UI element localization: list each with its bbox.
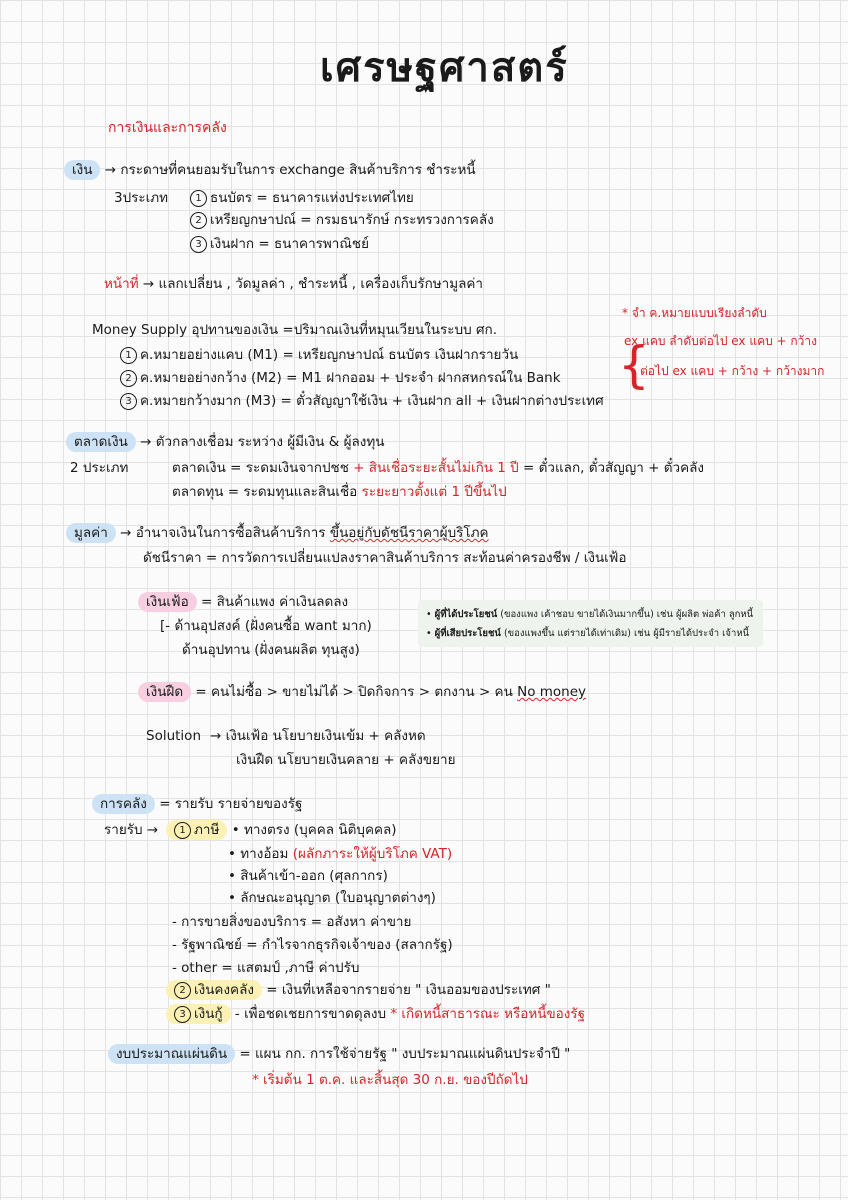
fiscal-row	[92, 796, 302, 812]
income-label: รายรับ →	[104, 822, 159, 838]
value-row	[66, 525, 489, 541]
duty-text: → แลกเปลี่ยน , วัดมูลค่า , ชำระหนี้ , เครื่องเก็บรักษามูลค่า	[142, 276, 484, 292]
number-marker: 1	[174, 822, 191, 839]
value-definition: → อำนาจเงินในการซื้อสินค้าบริการ	[120, 525, 326, 541]
note-loss-label: ผู้ที่เสียประโยชน์	[434, 628, 501, 639]
money-type-text: เงินฝาก = ธนาคารพาณิชย์	[210, 236, 369, 252]
money-type-text: เหรียญกษาปณ์ = กรมธนารักษ์ กระทรวงการคลัง	[210, 212, 494, 228]
number-marker: 2	[190, 212, 207, 229]
budget-row	[108, 1046, 570, 1062]
note-gain-text: (ของแพง เค้าชอบ ขายได้เงินมากขึ้น) เช่น ผู้ผลิต พ่อค้า ลูกหนี้	[500, 609, 754, 620]
side-note-line-3: ต่อไป ex แคบ + กว้าง + กว้างมาก	[640, 364, 825, 378]
other-income-2: - รัฐพาณิชย์ = กำไรจากธุรกิจเจ้าของ (สลากรัฐ)	[172, 937, 453, 953]
tax-license: • ลักษณะอนุญาต (ใบอนุญาตต่างๆ)	[228, 890, 436, 906]
loan-label-highlight	[166, 1004, 231, 1024]
money-definition: → กระดาษที่คนยอมรับในการ exchange สินค้าบริการ ชำระหนี้	[104, 162, 476, 178]
market-money-tail: = ตั๋วแลก, ตั๋วสัญญา + ตั๋วคลัง	[523, 460, 705, 476]
money-type-text: ธนบัตร = ธนาคารแห่งประเทศไทย	[210, 190, 414, 206]
other-income-1: - การขายสิ่งของบริการ = อสังหา ค่าขาย	[172, 914, 412, 930]
market-row	[66, 434, 384, 450]
fiscal-label: การคลัง	[92, 794, 155, 814]
side-note-line-1: * จำ ค.หมายแบบเรียงลำดับ	[622, 306, 767, 320]
number-marker: 3	[190, 236, 207, 253]
market-row-capital	[172, 484, 507, 500]
note-gain-label: ผู้ที่ได้ประโยชน์	[434, 609, 498, 620]
inflation-row	[138, 594, 348, 610]
loan-red: * เกิดหนี้สาธารณะ หรือหนี้ของรัฐ	[390, 1006, 586, 1022]
solution-row-2: เงินฝืด นโยบายเงินคลาย + คลังขยาย	[236, 752, 456, 768]
treasury-label: เงินคงคลัง	[194, 982, 254, 998]
treasury-text: = เงินที่เหลือจากรายจ่าย " เงินออมของประเทศ "	[266, 982, 551, 998]
tax-indirect-text: • ทางอ้อม	[228, 846, 289, 862]
page-title: เศรษฐศาสตร์	[320, 45, 569, 91]
treasury-label-highlight	[166, 980, 262, 1000]
budget-label: งบประมาณแผ่นดิน	[108, 1044, 235, 1064]
money-supply-text: ค.หมายอย่างกว้าง (M2) = M1 ฝากออม + ประจำ ฝากสหกรณ์ใน Bank	[140, 370, 561, 386]
tax-direct: • ทางตรง (บุคคล นิติบุคคล)	[231, 822, 397, 838]
money-supply-heading: Money Supply อุปทานของเงิน =ปริมาณเงินที่หมุนเวียนในระบบ ศก.	[92, 322, 497, 338]
fiscal-definition: = รายรับ รายจ่ายของรัฐ	[159, 796, 303, 812]
deflation-tail: No money	[517, 684, 587, 700]
number-marker: 1	[120, 347, 137, 364]
budget-note: * เริ่มต้น 1 ต.ค. และสิ้นสุด 30 ก.ย. ของปีถัดไป	[252, 1072, 528, 1088]
note-box	[418, 600, 763, 647]
money-row	[64, 162, 476, 178]
branch-marker: [-	[160, 618, 171, 634]
side-note-line-2: ex แคบ ลำดับต่อไป ex แคบ + กว้าง	[624, 334, 818, 348]
number-marker: 2	[120, 370, 137, 387]
market-definition: → ตัวกลางเชื่อม ระหว่าง ผู้มีเงิน & ผู้ลงทุน	[140, 434, 385, 450]
loan-label: เงินกู้	[194, 1006, 223, 1022]
solution-row-1: → เงินเฟ้อ นโยบายเงินเข้ม + คลังหด	[210, 728, 426, 744]
money-label: เงิน	[64, 160, 100, 180]
loan-row	[166, 1006, 585, 1023]
money-type-1	[190, 190, 414, 207]
tax-label-highlight	[166, 820, 227, 840]
market-money-red: + สินเชื่อระยะสั้นไม่เกิน 1 ปี	[353, 460, 519, 476]
budget-text: = แผน กก. การใช้จ่ายรัฐ " งบประมาณแผ่นดินประจำปี "	[239, 1046, 571, 1062]
inflation-definition: = สินค้าแพง ค่าเงินลดลง	[201, 594, 349, 610]
market-capital-red: ระยะยาวตั้งแต่ 1 ปีขึ้นไป	[361, 484, 507, 500]
value-label: มูลค่า	[66, 523, 116, 543]
tax-customs: • สินค้าเข้า-ออก (ศุลกากร)	[228, 868, 388, 884]
number-marker: 1	[190, 190, 207, 207]
other-income-3: - other = แสตมป์ ,ภาษี ค่าปรับ	[172, 960, 360, 976]
market-label: ตลาดเงิน	[66, 432, 136, 452]
duty-label: หน้าที่	[104, 276, 139, 292]
inflation-demand-text: ด้านอุปสงค์ (ฝั่งคนซื้อ want มาก)	[174, 618, 372, 634]
money-types-label: 3ประเภท	[114, 190, 169, 206]
side-note-brace: {	[618, 336, 650, 394]
money-supply-item-1	[120, 347, 518, 364]
solution-label: Solution	[146, 728, 201, 744]
tax-label: ภาษี	[194, 822, 220, 838]
number-marker: 2	[174, 982, 191, 999]
inflation-label: เงินเฟ้อ	[138, 592, 197, 612]
deflation-chain: = คนไม่ซื้อ > ขายไม่ได้ > ปิดกิจการ > ตกงาน > คน	[195, 684, 513, 700]
market-money-text: ตลาดเงิน = ระดมเงินจากปชช	[172, 460, 349, 476]
market-types-label: 2 ประเภท	[70, 460, 129, 476]
deflation-row	[138, 684, 586, 700]
inflation-supply: ด้านอุปทาน (ฝั่งคนผลิต ทุนสูง)	[182, 642, 360, 658]
note-loss-text: (ของแพงขึ้น แต่รายได้เท่าเดิม) เช่น ผู้มีรายได้ประจำ เจ้าหนี้	[503, 628, 750, 639]
loan-text: - เพื่อชดเชยการขาดดุลงบ	[234, 1006, 387, 1022]
section-title: การเงินและการคลัง	[108, 120, 227, 136]
price-index: ดัชนีราคา = การวัดการเปลี่ยนแปลงราคาสินค้าบริการ สะท้อนค่าครองชีพ / เงินเฟ้อ	[143, 550, 627, 566]
money-supply-item-3	[120, 393, 604, 410]
note-gain: • ผู้ที่ได้ประโยชน์ (ของแพง เค้าชอบ ขายได้เงินมากขึ้น) เช่น ผู้ผลิต พ่อค้า ลูกหนี้	[426, 609, 754, 620]
inflation-demand	[160, 618, 372, 634]
money-supply-text: ค.หมายอย่างแคบ (M1) = เหรียญกษาปณ์ ธนบัตร เงินฝากรายวัน	[140, 347, 519, 363]
market-capital-text: ตลาดทุน = ระดมทุนและสินเชื่อ	[172, 484, 358, 500]
number-marker: 3	[174, 1006, 191, 1023]
tax-indirect-red: (ผลักภาระให้ผู้บริโภค VAT)	[292, 846, 453, 862]
money-type-3	[190, 236, 369, 253]
market-row-money	[172, 460, 704, 476]
number-marker: 3	[120, 393, 137, 410]
money-type-2	[190, 212, 494, 229]
money-supply-text: ค.หมายกว้างมาก (M3) = ตั๋วสัญญาใช้เงิน + เงินฝาก all + เงินฝากต่างประเทศ	[140, 393, 604, 409]
treasury-row	[166, 982, 551, 999]
value-definition-emphasis: ขึ้นอยู่กับดัชนีราคาผู้บริโภค	[329, 525, 489, 541]
duty-row	[104, 276, 483, 292]
note-loss: • ผู้ที่เสียประโยชน์ (ของแพงขึ้น แต่รายได้เท่าเดิม) เช่น ผู้มีรายได้ประจำ เจ้าหนี้	[426, 628, 750, 639]
deflation-label: เงินฝืด	[138, 682, 191, 702]
money-supply-item-2	[120, 370, 561, 387]
tax-row	[166, 822, 397, 839]
tax-indirect	[228, 846, 452, 862]
